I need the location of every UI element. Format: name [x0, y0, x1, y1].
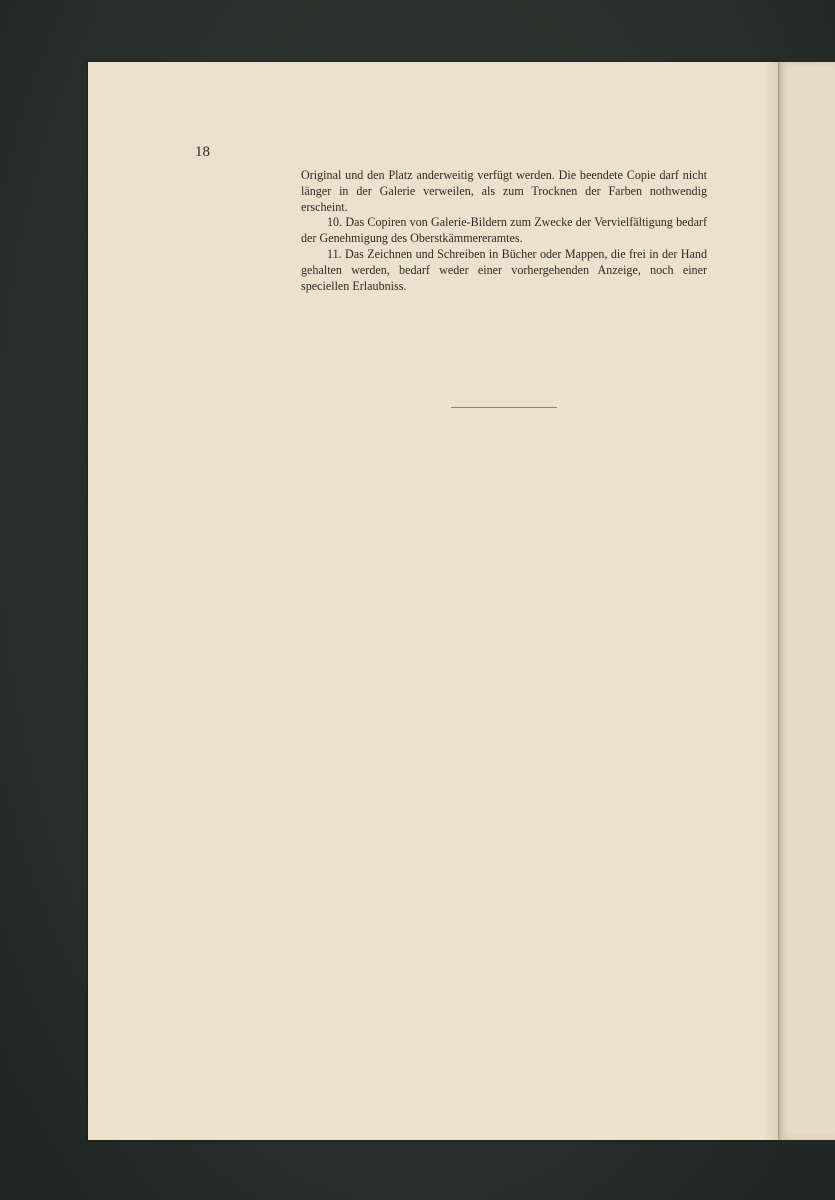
body-text [301, 168, 707, 294]
facing-page-edge [776, 62, 835, 1140]
document-page [88, 62, 778, 1140]
paragraph-continuation: Original und den Platz anderweitig verfügt werden. Die beendete Copie darf nicht länger in der Galerie verweilen, als zum Trocknen der Farben nothwendig erscheint. [301, 168, 707, 214]
paragraph-section-10: 10. Das Copiren von Galerie-Bildern zum Zwecke der Vervielfältigung bedarf der Genehmigung des Oberstkämmereramtes. [301, 215, 707, 246]
page-number: 18 [195, 144, 210, 160]
paragraph-section-11: 11. Das Zeichnen und Schreiben in Bücher oder Mappen, die frei in der Hand gehalten werden, bedarf weder einer vorhergehenden Anzeige, noch einer speciellen Erlaubniss. [301, 246, 707, 293]
section-separator-rule [451, 407, 557, 408]
